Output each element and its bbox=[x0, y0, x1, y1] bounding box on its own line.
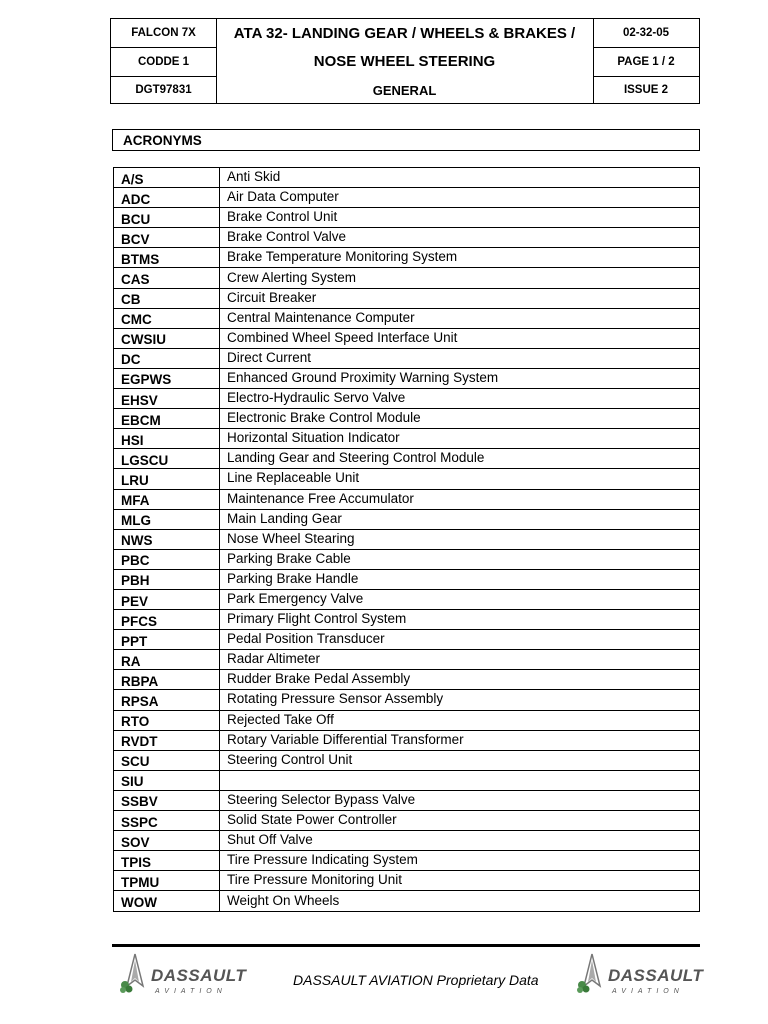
table-row bbox=[114, 510, 699, 530]
acronym-abbr: ADC bbox=[114, 188, 220, 207]
acronym-abbr: LGSCU bbox=[114, 449, 220, 468]
acronym-definition: Crew Alerting System bbox=[227, 269, 357, 285]
dassault-logo-right bbox=[572, 952, 702, 998]
acronym-abbr: LRU bbox=[114, 469, 220, 488]
acronym-abbr: BCU bbox=[114, 208, 220, 227]
acronym-definition: Direct Current bbox=[227, 349, 312, 365]
code-label: CODDE 1 bbox=[137, 55, 190, 68]
acronym-definition: Main Landing Gear bbox=[227, 510, 342, 526]
acronym-abbr: SSPC bbox=[114, 811, 220, 830]
table-row bbox=[114, 630, 699, 650]
dassault-logo-left bbox=[115, 952, 245, 998]
acronym-abbr: TPIS bbox=[114, 851, 220, 870]
table-row bbox=[114, 831, 699, 851]
acronym-definition: Electro-Hydraulic Servo Valve bbox=[227, 390, 406, 406]
acronym-abbr: RBPA bbox=[114, 670, 220, 689]
acronym-abbr: NWS bbox=[114, 530, 220, 549]
acronym-abbr: MFA bbox=[114, 490, 220, 509]
logo-name: DASSAULT bbox=[151, 966, 247, 985]
acronym-abbr: MLG bbox=[114, 510, 220, 529]
acronym-abbr: PEV bbox=[114, 590, 220, 609]
acronym-abbr: DC bbox=[114, 349, 220, 368]
acronym-definition: Brake Control Valve bbox=[227, 229, 347, 245]
table-row bbox=[114, 891, 699, 911]
table-row bbox=[114, 811, 699, 831]
acronym-abbr: BCV bbox=[114, 228, 220, 247]
acronym-abbr: PPT bbox=[114, 630, 220, 649]
table-row bbox=[114, 670, 699, 690]
table-row bbox=[114, 208, 699, 228]
table-row bbox=[114, 369, 699, 389]
acronym-definition: Rudder Brake Pedal Assembly bbox=[227, 671, 411, 687]
acronym-abbr: TPMU bbox=[114, 871, 220, 890]
acronym-definition: Nose Wheel Stearing bbox=[227, 530, 355, 546]
acronym-definition: Combined Wheel Speed Interface Unit bbox=[227, 329, 458, 345]
table-row bbox=[114, 329, 699, 349]
dassault-logo-icon bbox=[572, 952, 612, 998]
acronym-abbr: RTO bbox=[114, 711, 220, 730]
table-row bbox=[114, 188, 699, 208]
doc-ref-label: DGT97831 bbox=[135, 84, 192, 96]
acronym-definition: Steering Control Unit bbox=[227, 751, 353, 767]
acronym-abbr: EHSV bbox=[114, 389, 220, 408]
table-row bbox=[114, 771, 699, 791]
page-label: PAGE 1 / 2 bbox=[617, 55, 675, 68]
table-row bbox=[114, 449, 699, 469]
acronym-definition: Enhanced Ground Proximity Warning System bbox=[227, 369, 499, 385]
footer-divider bbox=[112, 944, 700, 947]
acronym-definition: Radar Altimeter bbox=[227, 651, 321, 667]
section-title: ACRONYMS bbox=[112, 129, 700, 151]
acronym-definition: Tire Pressure Indicating System bbox=[227, 852, 418, 868]
table-row bbox=[114, 268, 699, 288]
acronym-definition: Brake Control Unit bbox=[227, 209, 338, 225]
table-row bbox=[114, 731, 699, 751]
acronym-abbr: BTMS bbox=[114, 248, 220, 267]
acronym-definition: Line Replaceable Unit bbox=[227, 470, 360, 486]
acronym-abbr: A/S bbox=[114, 168, 220, 187]
acronym-abbr: SSBV bbox=[114, 791, 220, 810]
acronym-abbr: SIU bbox=[114, 771, 220, 790]
acronym-definition: Rotating Pressure Sensor Assembly bbox=[227, 691, 444, 707]
table-row bbox=[114, 289, 699, 309]
table-row bbox=[114, 409, 699, 429]
acronym-definition: Circuit Breaker bbox=[227, 289, 317, 305]
table-row bbox=[114, 429, 699, 449]
table-row bbox=[114, 349, 699, 369]
acronym-definition: Weight On Wheels bbox=[227, 892, 340, 908]
logo-name: DASSAULT bbox=[608, 966, 704, 985]
table-row bbox=[114, 590, 699, 610]
acronym-abbr: WOW bbox=[114, 891, 220, 911]
acronym-definition: Primary Flight Control System bbox=[227, 611, 407, 627]
acronym-definition: Solid State Power Controller bbox=[227, 812, 397, 828]
acronym-definition: Horizontal Situation Indicator bbox=[227, 430, 400, 446]
table-row bbox=[114, 469, 699, 489]
acronym-definition: Shut Off Valve bbox=[227, 832, 313, 848]
table-row bbox=[114, 248, 699, 268]
table-row bbox=[114, 389, 699, 409]
table-row bbox=[114, 228, 699, 248]
acronym-definition: Parking Brake Cable bbox=[227, 550, 351, 566]
acronym-abbr: EGPWS bbox=[114, 369, 220, 388]
table-row bbox=[114, 309, 699, 329]
table-row bbox=[114, 550, 699, 570]
acronym-abbr: EBCM bbox=[114, 409, 220, 428]
logo-sub: AVIATION bbox=[612, 988, 684, 995]
acronym-definition: Brake Temperature Monitoring System bbox=[227, 249, 458, 265]
aircraft-label: FALCON 7X bbox=[131, 27, 196, 39]
document-header bbox=[110, 18, 700, 104]
acronym-abbr: SOV bbox=[114, 831, 220, 850]
dassault-logo-icon bbox=[115, 952, 155, 998]
title-line-1: ATA 32- LANDING GEAR / WHEELS & BRAKES / bbox=[233, 24, 576, 42]
acronym-abbr: SCU bbox=[114, 751, 220, 770]
acronym-abbr: RA bbox=[114, 650, 220, 669]
acronym-abbr: CWSIU bbox=[114, 329, 220, 348]
acronym-definition: Park Emergency Valve bbox=[227, 591, 364, 607]
acronym-definition: Rejected Take Off bbox=[227, 711, 334, 727]
acronym-definition: Steering Selector Bypass Valve bbox=[227, 791, 416, 807]
table-row bbox=[114, 650, 699, 670]
acronym-definition: Central Maintenance Computer bbox=[227, 309, 415, 325]
acronym-abbr: RPSA bbox=[114, 690, 220, 709]
acronym-abbr: PFCS bbox=[114, 610, 220, 629]
issue-label: ISSUE 2 bbox=[623, 84, 669, 96]
acronym-definition: Rotary Variable Differential Transformer bbox=[227, 731, 464, 747]
table-row bbox=[114, 751, 699, 771]
acronym-abbr: CAS bbox=[114, 268, 220, 287]
acronym-abbr: HSI bbox=[114, 429, 220, 448]
acronym-definition: Maintenance Free Accumulator bbox=[227, 490, 414, 506]
title-line-3: GENERAL bbox=[372, 82, 437, 98]
acronym-abbr: PBC bbox=[114, 550, 220, 569]
logo-sub: AVIATION bbox=[155, 988, 227, 995]
acronym-abbr: CMC bbox=[114, 309, 220, 328]
acronym-abbr: RVDT bbox=[114, 731, 220, 750]
table-row bbox=[114, 690, 699, 710]
proprietary-notice: DASSAULT AVIATION Proprietary Data bbox=[293, 972, 539, 988]
table-row bbox=[114, 490, 699, 510]
table-row bbox=[114, 610, 699, 630]
table-row bbox=[114, 168, 699, 188]
acronym-abbr: PBH bbox=[114, 570, 220, 589]
table-row bbox=[114, 851, 699, 871]
acronym-definition: Anti Skid bbox=[227, 169, 281, 185]
acronym-definition: Landing Gear and Steering Control Module bbox=[227, 450, 485, 466]
acronym-abbr: CB bbox=[114, 289, 220, 308]
chapter-label: 02-32-05 bbox=[622, 27, 670, 39]
acronym-definition: Parking Brake Handle bbox=[227, 570, 359, 586]
table-row bbox=[114, 711, 699, 731]
title-line-2: NOSE WHEEL STEERING bbox=[313, 53, 496, 70]
table-row bbox=[114, 570, 699, 590]
table-row bbox=[114, 791, 699, 811]
acronym-definition: Electronic Brake Control Module bbox=[227, 410, 421, 426]
acronym-definition: Tire Pressure Monitoring Unit bbox=[227, 872, 403, 888]
acronym-definition: Pedal Position Transducer bbox=[227, 631, 385, 647]
table-row bbox=[114, 530, 699, 550]
acronym-table bbox=[113, 167, 700, 912]
acronym-definition: Air Data Computer bbox=[227, 189, 339, 205]
table-row bbox=[114, 871, 699, 891]
